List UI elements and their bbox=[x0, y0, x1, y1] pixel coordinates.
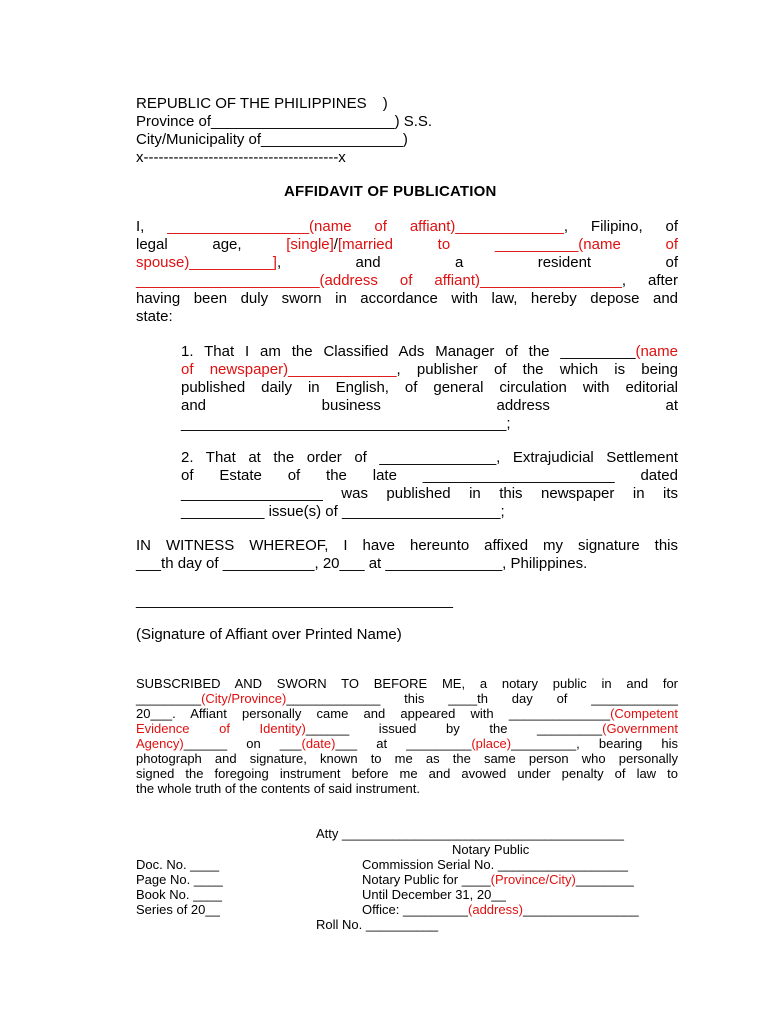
affiant-name-field[interactable]: _________________(name of affiant)_____________ bbox=[167, 218, 564, 235]
intro-line-5: having been duly sworn in accordance with law, hereby depose and bbox=[136, 290, 678, 307]
intro-line-2: legal age, [single]/[married to __________(name of bbox=[136, 236, 678, 253]
para2-line-2: of Estate of the late _______________________ dated bbox=[181, 467, 678, 484]
republic-line bbox=[136, 95, 388, 113]
government-agency-field[interactable]: (Government bbox=[602, 721, 678, 736]
intro-line-6: state: bbox=[136, 308, 173, 325]
book-no[interactable]: Book No. ____ bbox=[136, 887, 223, 902]
intro-line-1: I, _________________(name of affiant)_____________, Filipino, of bbox=[136, 218, 678, 235]
republic-paren: ) bbox=[382, 95, 388, 112]
jurat-line-8: the whole truth of the contents of said instrument. bbox=[136, 781, 420, 796]
para1-line-1: 1. That I am the Classified Ads Manager of the _________(name bbox=[181, 343, 678, 360]
competent-evidence-field[interactable]: (Competent bbox=[610, 706, 678, 721]
place-field[interactable]: (place) bbox=[471, 736, 512, 751]
jurat-line-6: photograph and signature, known to me as the same person who personally bbox=[136, 751, 678, 766]
date-field[interactable]: (date) bbox=[301, 736, 336, 751]
jurat-line-4: Evidence of Identity)______ issued by the _________(Government bbox=[136, 721, 678, 736]
notary-public-label: Notary Public bbox=[452, 842, 530, 857]
document-title: AFFIDAVIT OF PUBLICATION bbox=[284, 183, 497, 200]
series-of[interactable]: Series of 20__ bbox=[136, 902, 220, 917]
witness-line-1: IN WITNESS WHEREOF, I have hereunto affixed my signature this bbox=[136, 537, 678, 554]
city-line: City/Municipality of_________________) bbox=[136, 131, 408, 148]
para2-line-3: _________________ was published in this newspaper in its bbox=[181, 485, 678, 502]
jurat-line-2: _________(City/Province)_____________ this ____th day of ____________ bbox=[136, 691, 678, 706]
para1-line-4: and business address at bbox=[181, 397, 678, 414]
para2-line-4: __________ issue(s) of ___________________; bbox=[181, 503, 505, 520]
jurat-line-5: Agency)______ on ___(date)___ at _________(place)_________, bearing his bbox=[136, 736, 678, 751]
signature-line[interactable]: ______________________________________ bbox=[136, 592, 454, 609]
x-separator: x---------------------------------------x bbox=[136, 149, 346, 166]
province-city-field[interactable]: (Province/City) bbox=[490, 872, 576, 887]
newspaper-name-field-cont[interactable]: of newspaper)_____________ bbox=[181, 361, 397, 378]
jurat-line-3: 20___. Affiant personally came and appeared with ______________(Competent bbox=[136, 706, 678, 721]
doc-no[interactable]: Doc. No. ____ bbox=[136, 857, 220, 872]
signature-label: (Signature of Affiant over Printed Name) bbox=[136, 626, 402, 643]
atty-line[interactable]: Atty _______________________________________ bbox=[316, 826, 624, 841]
commission-serial[interactable]: Commission Serial No. __________________ bbox=[362, 857, 628, 872]
intro-line-3: spouse)__________], and a resident of bbox=[136, 254, 678, 271]
notary-public-for: Notary Public for ____(Province/City)________ bbox=[362, 872, 634, 887]
page-no[interactable]: Page No. ____ bbox=[136, 872, 223, 887]
office-address-field[interactable]: (address) bbox=[468, 902, 523, 917]
para1-line-3: published daily in English, of general circulation with editorial bbox=[181, 379, 678, 396]
spouse-field[interactable]: spouse)__________] bbox=[136, 254, 277, 271]
until-date[interactable]: Until December 31, 20__ bbox=[362, 887, 506, 902]
jurat-line-1: SUBSCRIBED AND SWORN TO BEFORE ME, a notary public in and for bbox=[136, 676, 678, 691]
roll-no[interactable]: Roll No. __________ bbox=[316, 917, 439, 932]
para2-line-1: 2. That at the order of ______________, Extrajudicial Settlement bbox=[181, 449, 678, 466]
agency-field-cont[interactable]: Agency) bbox=[136, 736, 184, 751]
married-option[interactable]: [married to __________(name of bbox=[337, 236, 678, 253]
intro-line-4: ______________________(address of affiant)_________________, after bbox=[136, 272, 678, 289]
republic-text: REPUBLIC OF THE PHILIPPINES bbox=[136, 95, 367, 112]
affiant-address-field[interactable]: ______________________(address of affiant)_________________ bbox=[136, 272, 622, 289]
para1-line-2: of newspaper)_____________, publisher of the which is being bbox=[181, 361, 678, 378]
city-province-field[interactable]: (City/Province) bbox=[201, 691, 287, 706]
para1-line-5: _______________________________________; bbox=[181, 415, 511, 432]
jurat-line-7: signed the foregoing instrument before me and avowed under penalty of law to bbox=[136, 766, 678, 781]
witness-line-2: ___th day of ___________, 20___ at ______________, Philippines. bbox=[136, 555, 588, 572]
single-option[interactable]: [single] bbox=[286, 236, 334, 253]
province-line: Province of______________________) S.S. bbox=[136, 113, 433, 130]
evidence-identity-field[interactable]: Evidence of Identity) bbox=[136, 721, 306, 736]
newspaper-name-field[interactable]: (name bbox=[635, 343, 678, 360]
office-line: Office: _________(address)________________ bbox=[362, 902, 639, 917]
